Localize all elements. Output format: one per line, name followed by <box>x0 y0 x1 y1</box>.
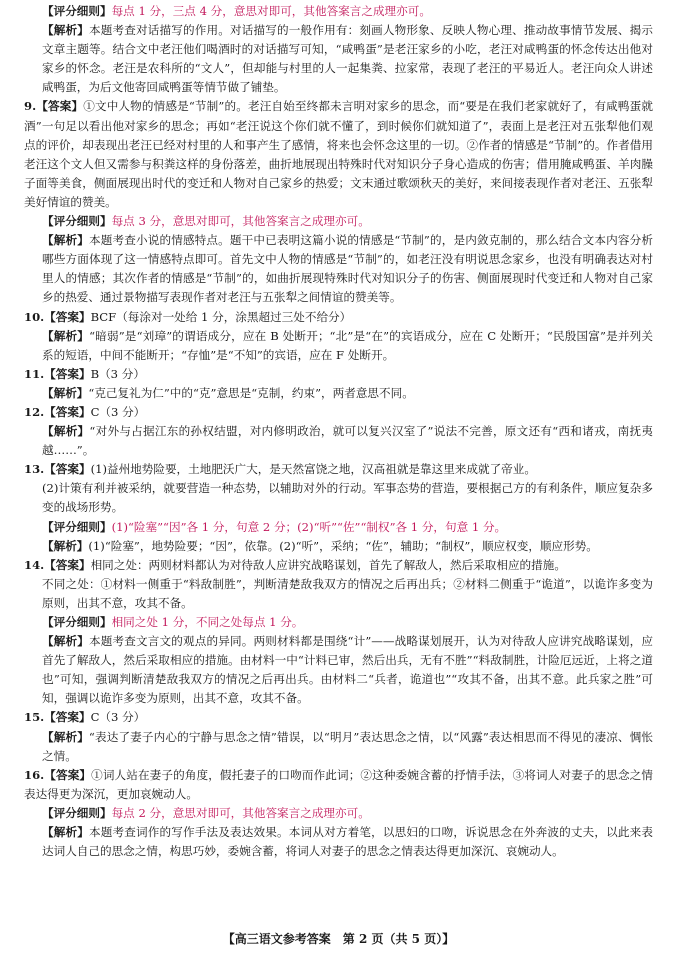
answer-block <box>24 766 653 804</box>
question-number: 11. <box>24 366 45 381</box>
question-number: 13. <box>24 462 45 477</box>
section-label: 【评分细则】 <box>42 805 112 820</box>
answer-block <box>24 422 653 460</box>
answer-block <box>24 537 653 556</box>
section-label: 【解析】 <box>42 825 90 840</box>
scoring-text: 相同之处 1 分，不同之处每点 1 分。 <box>111 615 304 629</box>
section-label: 【解析】 <box>42 385 89 400</box>
section-label: 【答案】 <box>44 557 91 572</box>
question-number: 9. <box>24 99 37 114</box>
body-text: 本题考查对话描写的作用。对话描写的一般作用有：刻画人物形象、反映人物心理、推动故事情节发展、揭示文章主题等。结合文中老汪他们喝酒时的对话描写可知，“咸鸭蛋”是老汪家乡的小吃，老汪对咸鸭蛋的怀念传达出他对家乡的怀念。老汪是农科所的“文人”，但却能与村里的人一起集粪、拉家常，表现了老汪的平易近人。老汪向众人讲述咸鸭蛋，为后文他寄回咸鸭蛋等情节做了铺垫。 <box>42 23 653 95</box>
scoring-text: 每点 2 分，意思对即可，其他答案言之成理亦可。 <box>111 805 370 820</box>
answer-block <box>24 632 653 708</box>
question-number: 14. <box>24 557 45 572</box>
answer-block <box>24 308 653 327</box>
body-text: 本题考查词作的写作手法及表达效果。本词从对方着笔，以思妇的口吻，诉说思念在外奔波的丈夫，以此来表达词人自己的思念之情，构思巧妙，委婉含蓄，将词人对妻子的思念之情表达得更加深沉、哀婉动人。 <box>42 825 653 859</box>
section-label: 【解析】 <box>42 328 90 343</box>
section-label: 【答案】 <box>44 366 91 381</box>
answer-block <box>24 708 653 727</box>
body-text: (1)益州地势险要，土地肥沃广大，是天然富饶之地，汉高祖就是靠这里来成就了帝业。 <box>90 462 536 477</box>
scoring-text: 每点 1 分，三点 4 分，意思对即可，其他答案言之成理亦可。 <box>111 4 431 18</box>
question-number: 15. <box>24 710 45 725</box>
answer-block <box>24 823 653 861</box>
body-text: 本题考查小说的情感特点。题干中已表明这篇小说的情感是“节制”的，是内敛克制的，那么结合文本内容分析哪些方面体现了这一情感特点即可。首先文中人物的情感是“节制”的，如老汪没有明说思念家乡，也没有明确表达对村里人的情感；其次作者的情感是“节制”的，如曲折展现特殊时代对知识分子的伤害、侧面展现时代变迁和人物对自己家乡的热爱、通过景物描写表现作者对老汪与五张犁之间情谊的赞美等。 <box>42 233 653 305</box>
answer-block <box>24 21 653 97</box>
section-label: 【答案】 <box>44 710 91 725</box>
question-number: 12. <box>24 404 45 419</box>
answer-block <box>24 556 653 575</box>
body-text: 不同之处：①材料一侧重于“料敌制胜”，判断清楚敌我双方的情况之后再出兵；②材料二侧重于“诡道”，以诡诈多变为原则，出其不意，攻其不备。 <box>42 576 653 610</box>
body-text: C（3 分） <box>90 710 146 725</box>
section-label: 【答案】 <box>44 404 91 419</box>
answer-block <box>24 804 653 823</box>
section-label: 【解析】 <box>42 634 90 649</box>
section-label: 【评分细则】 <box>42 4 112 18</box>
answer-block <box>24 479 653 517</box>
section-label: 【解析】 <box>42 538 89 553</box>
answer-block <box>24 97 653 212</box>
section-label: 【答案】 <box>44 462 91 477</box>
answer-block <box>24 403 653 422</box>
section-label: 【答案】 <box>36 99 84 114</box>
section-label: 【解析】 <box>42 729 89 744</box>
answer-block <box>24 212 653 231</box>
body-text: “表达了妻子内心的宁静与思念之情”错误，以“明月”表达思念之情，以“风露”表达相思而不得见的凄凉、惆怅之情。 <box>42 729 653 763</box>
scoring-text: (1)“险塞”“因”各 1 分，句意 2 分；(2)“听”“佐”“制权”各 1 分，句意 1 分。 <box>111 519 507 534</box>
section-label: 【评分细则】 <box>42 519 112 534</box>
body-text: B（3 分） <box>90 366 145 381</box>
body-text: “对外与占据江东的孙权结盟，对内修明政治，就可以复兴汉室了”说法不完善，原文还有“西和诸戎，南抚夷越……”。 <box>42 424 653 458</box>
section-label: 【解析】 <box>42 23 90 38</box>
scoring-text: 每点 3 分，意思对即可，其他答案言之成理亦可。 <box>111 214 370 229</box>
answer-content <box>24 2 653 861</box>
answer-block <box>24 728 653 766</box>
answer-block <box>24 365 653 384</box>
answer-block <box>24 231 653 307</box>
body-text: “暗弱”是“刘璋”的谓语成分，应在 B 处断开；“北”是“在”的宾语成分，应在 C 处断开；“民殷国富”是并列关系的短语，中间不能断开；“存恤”是“不知”的宾语，应在 F 处断开。 <box>42 328 653 362</box>
body-text: C（3 分） <box>90 404 146 419</box>
section-label: 【解析】 <box>42 424 90 439</box>
question-number: 16. <box>24 767 45 782</box>
section-label: 【答案】 <box>44 767 92 782</box>
answer-block <box>24 518 653 537</box>
answer-block <box>24 575 653 613</box>
answer-block <box>24 2 653 21</box>
body-text: 相同之处：两则材料都认为对待敌人应讲究战略谋划，首先了解敌人，然后采取相应的措施。 <box>90 557 566 572</box>
answer-block <box>24 613 653 632</box>
section-label: 【评分细则】 <box>42 214 112 229</box>
page-footer: 【高三语文参考答案 第 2 页（共 5 页）】 <box>222 932 455 946</box>
answer-block <box>24 384 653 403</box>
section-label: 【答案】 <box>44 309 91 324</box>
question-number: 10. <box>24 309 45 324</box>
body-text: BCF（每涂对一处给 1 分，涂黑超过三处不给分） <box>90 309 352 324</box>
answer-block <box>24 327 653 365</box>
body-text: ①文中人物的情感是“节制”的。老汪自始至终都未言明对家乡的思念，而“要是在我们老家就好了，有咸鸭蛋就酒”一句足以看出他对家乡的思念；再如“老汪说这个你们就不懂了，到时候你们就知道了”，表面上是老汪对五张犁他们观点的评价，却表现出老汪已经对村里的人和事产生了感情，将来也会怀念这里的一切。②作者的情感是“节制”的。作者借用老汪这个文人但又需参与积粪这样的身份落差，曲折地展现出特殊时代对知识分子身心造成的伤害；借用腌咸鸭蛋、羊肉臊子面等美食，侧面展现出时代的变迁和人物对自己家乡的热爱；文末通过歌颂秋天的美好，来间接表现作者对老汪、五张犁美好情谊的赞美。 <box>24 99 653 209</box>
section-label: 【解析】 <box>42 233 89 248</box>
body-text: 本题考查文言文的观点的异同。两则材料都是围绕“计”——战略谋划展开，认为对待敌人应讲究战略谋划，应首先了解敌人，然后采取相应的措施。由材料一中“计料已审，然后出兵，无有不胜”“料敌制胜，计险厄远近，上将之道也”可知，强调判断清楚敌我双方的情况之后再出兵。由材料二“兵者，诡道也”“攻其不备，出其不意。此兵家之胜”可知，强调以诡诈多变为原则，出其不意，攻其不备。 <box>42 634 653 706</box>
body-text: “克己复礼为仁”中的“克”意思是“克制，约束”，两者意思不同。 <box>88 385 414 400</box>
body-text: (2)计策有利并被采纳，就要营造一种态势，以辅助对外的行动。军事态势的营造，要根据己方的有利条件，顺应复杂多变的战场形势。 <box>42 481 653 515</box>
answer-block <box>24 460 653 479</box>
body-text: ①词人站在妻子的角度，假托妻子的口吻而作此词；②这种委婉含蓄的抒情手法，③将词人对妻子的思念之情表达得更为深沉，更加哀婉动人。 <box>24 767 653 801</box>
body-text: (1)“险塞”，地势险要；“因”，依靠。(2)“听”，采纳；“佐”，辅助；“制权”，顺应权变，顺应形势。 <box>88 538 598 553</box>
section-label: 【评分细则】 <box>42 615 112 629</box>
